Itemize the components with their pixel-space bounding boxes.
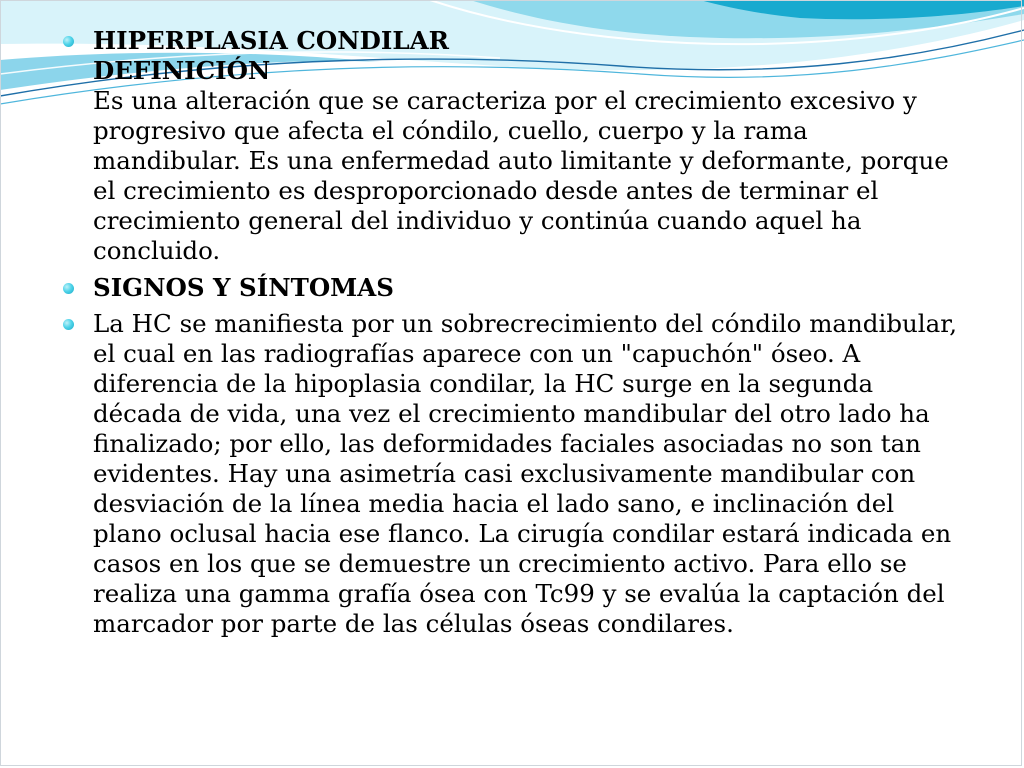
bullet-icon xyxy=(63,283,74,294)
list-item-signos xyxy=(62,273,962,303)
list-item-description xyxy=(62,309,962,639)
item-heading: HIPERPLASIA CONDILAR xyxy=(93,26,449,55)
item-text: La HC se manifiesta por un sobrecrecimiento del cóndilo mandibular, el cual en las radiografías aparece con un "capuchón" óseo. A diferencia de la hipoplasia condilar, la HC surge en la segunda década de vida, una vez el crecimiento mandibular del otro lado ha finalizado; por ello, las deformidades faciales asociadas no son tan evidentes. Hay una asimetría casi exclusivamente mandibular con desviación de la línea media hacia el lado sano, e inclinación del plano oclusal hacia ese flanco. La cirugía condilar estará indicada en casos en los que se demuestre un crecimiento activo. Para ello se realiza una gamma grafía ósea con Tc99 y se evalúa la captación del marcador por parte de las células óseas condilares. xyxy=(93,309,958,638)
item-text: Es una alteración que se caracteriza por el crecimiento excesivo y progresivo que afecta el cóndilo, cuello, cuerpo y la rama mandibular. Es una enfermedad auto limitante y deformante, porque el crecimiento es desproporcionado desde antes de terminar el crecimiento general del individuo y continúa cuando aquel ha concluido. xyxy=(93,86,949,265)
item-subheading: DEFINICIÓN xyxy=(93,56,271,85)
bullet-icon xyxy=(63,319,74,330)
bullet-icon xyxy=(63,36,74,47)
list-item-definition xyxy=(62,26,962,266)
bullet-list xyxy=(62,26,962,639)
item-heading: SIGNOS Y SÍNTOMAS xyxy=(93,273,394,302)
